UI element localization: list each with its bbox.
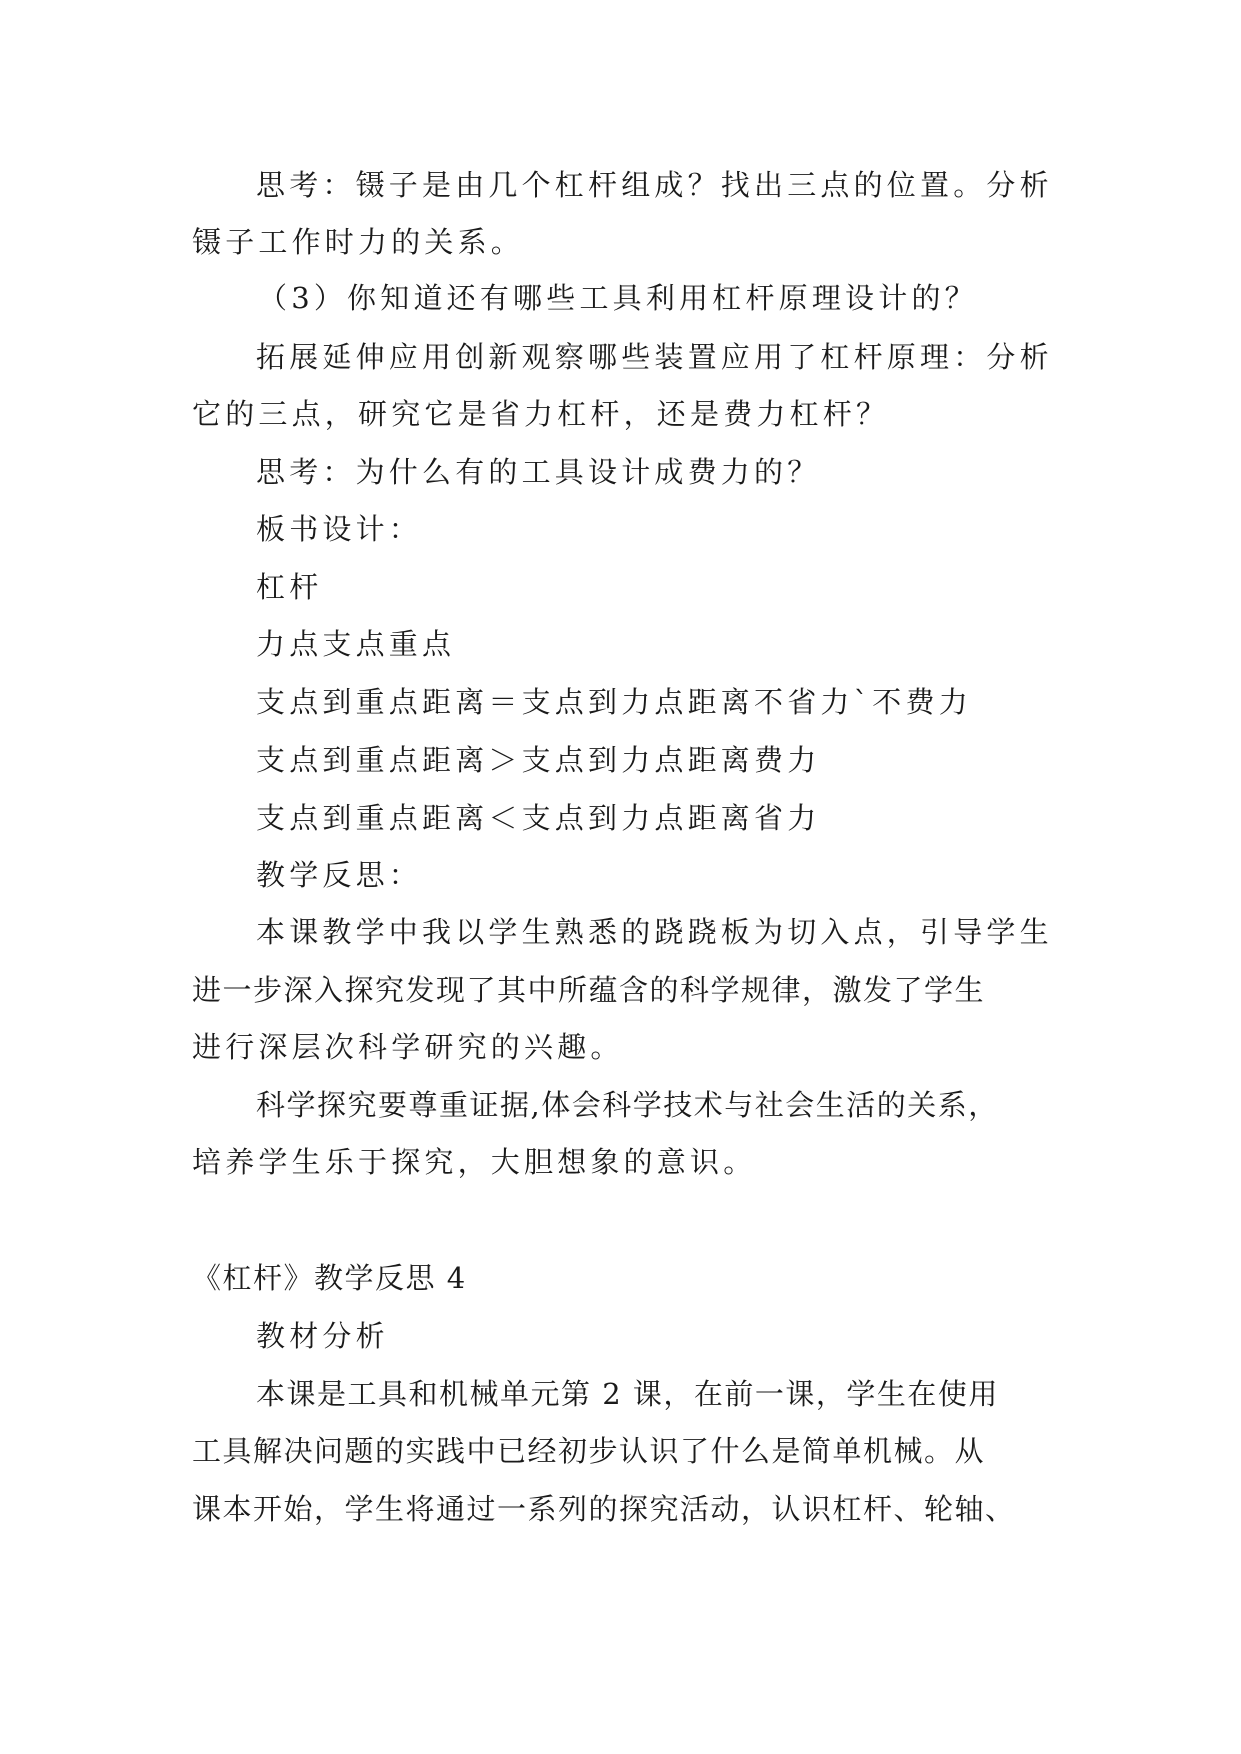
- paragraph-line: 思考：为什么有的工具设计成费力的？: [256, 455, 821, 489]
- paragraph-line: （3）你知道还有哪些工具利用杠杆原理设计的？: [258, 281, 978, 315]
- board-title: 杠杆: [256, 570, 323, 604]
- paragraph-line: 拓展延伸应用创新观察哪些装置应用了杠杆原理：分析: [256, 340, 1053, 374]
- section-heading: 《杠杆》教学反思 4: [192, 1261, 467, 1295]
- paragraph-line: 科学探究要尊重证据,体会科学技术与社会生活的关系，: [256, 1088, 999, 1122]
- subsection-label: 教材分析: [256, 1319, 389, 1353]
- board-line: 支点到重点距离＜支点到力点距离省力: [256, 801, 821, 835]
- paragraph-line: 工具解决问题的实践中已经初步认识了什么是简单机械。从: [192, 1434, 986, 1468]
- paragraph-line: 培养学生乐于探究，大胆想象的意识。: [192, 1145, 757, 1179]
- section-label: 教学反思：: [256, 858, 423, 892]
- section-label: 板书设计：: [256, 512, 423, 546]
- paragraph-line: 思考：镊子是由几个杠杆组成？找出三点的位置。分析: [256, 168, 1053, 202]
- board-line: 支点到重点距离＝支点到力点距离不省力`不费力: [256, 685, 972, 719]
- paragraph-line: 镊子工作时力的关系。: [192, 225, 525, 259]
- paragraph-line: 它的三点，研究它是省力杠杆，还是费力杠杆？: [192, 397, 890, 431]
- paragraph-line: 进行深层次科学研究的兴趣。: [192, 1030, 624, 1064]
- board-line: 力点支点重点: [256, 627, 456, 661]
- board-line: 支点到重点距离＞支点到力点距离费力: [256, 743, 821, 777]
- paragraph-line: 本课是工具和机械单元第 2 课，在前一课，学生在使用: [256, 1377, 999, 1411]
- paragraph-line: 进一步深入探究发现了其中所蕴含的科学规律，激发了学生: [192, 973, 986, 1007]
- paragraph-line: 本课教学中我以学生熟悉的跷跷板为切入点，引导学生: [256, 915, 1053, 949]
- paragraph-line: 课本开始，学生将通过一系列的探究活动，认识杠杆、轮轴、: [192, 1492, 1016, 1526]
